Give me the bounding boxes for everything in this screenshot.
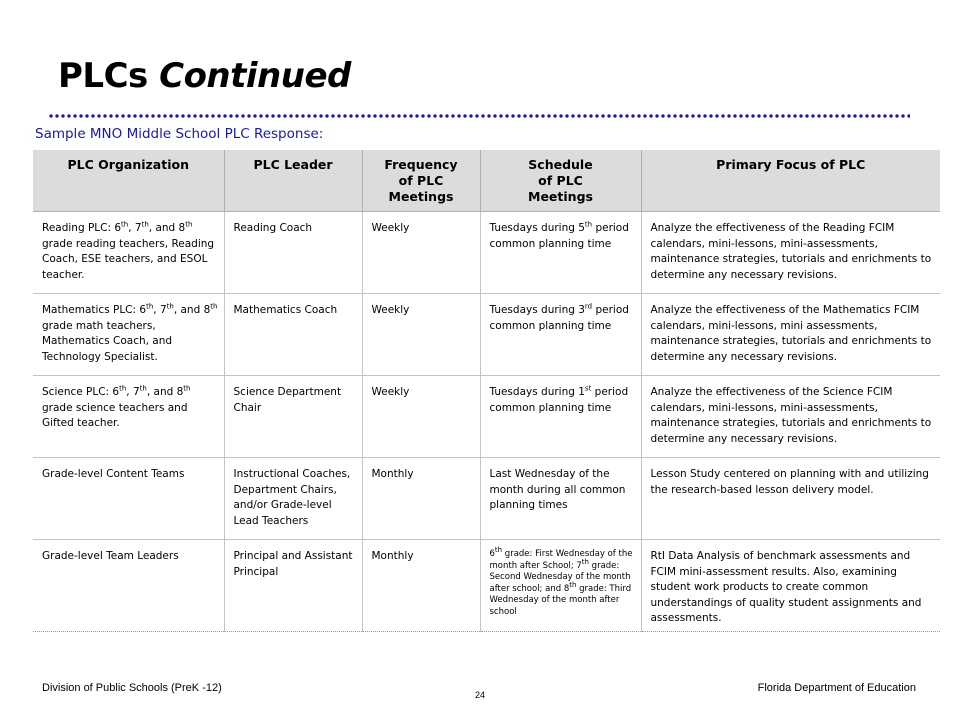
header-frequency-text: Frequency of PLC Meetings	[384, 157, 458, 204]
cell-leader: Principal and Assistant Principal	[224, 540, 362, 632]
header-schedule-text: Schedule of PLC Meetings	[528, 157, 593, 204]
footer-department: Florida Department of Education	[757, 682, 916, 694]
cell-organization: Reading PLC: 6th, 7th, and 8th grade reading teachers, Reading Coach, ESE teachers, and ESOL teacher.	[33, 212, 224, 294]
cell-leader: Instructional Coaches, Department Chairs, and/or Grade-level Lead Teachers	[224, 458, 362, 540]
header-leader: PLC Leader	[224, 150, 362, 212]
page-number: 24	[474, 690, 485, 700]
cell-frequency: Weekly	[362, 212, 480, 294]
table-row	[33, 212, 940, 294]
cell-frequency: Weekly	[362, 294, 480, 376]
table-row	[33, 376, 940, 458]
cell-focus: Analyze the effectiveness of the Mathematics FCIM calendars, mini-lessons, mini assessments, maintenance strategies, tutorials and enrichments to determine any necessary revisions.	[641, 294, 940, 376]
cell-schedule: Tuesdays during 3rd period common planning time	[480, 294, 641, 376]
cell-schedule: Tuesdays during 5th period common planning time	[480, 212, 641, 294]
header-frequency	[362, 150, 480, 212]
table-row	[33, 294, 940, 376]
header-organization: PLC Organization	[33, 150, 224, 212]
plc-table	[33, 150, 940, 632]
table-header-row	[33, 150, 940, 212]
cell-schedule: Last Wednesday of the month during all common planning times	[480, 458, 641, 540]
cell-schedule: Tuesdays during 1st period common planning time	[480, 376, 641, 458]
header-schedule	[480, 150, 641, 212]
slide-subtitle: Sample MNO Middle School PLC Response:	[35, 126, 324, 142]
cell-schedule: 6th grade: First Wednesday of the month after School; 7th grade: Second Wednesday of the month after school; and 8th grade: Third Wednesday of the month after school	[480, 540, 641, 632]
cell-leader: Reading Coach	[224, 212, 362, 294]
cell-organization: Science PLC: 6th, 7th, and 8th grade science teachers and Gifted teacher.	[33, 376, 224, 458]
cell-frequency: Monthly	[362, 458, 480, 540]
cell-leader: Mathematics Coach	[224, 294, 362, 376]
cell-organization: Grade-level Team Leaders	[33, 540, 224, 632]
cell-frequency: Weekly	[362, 376, 480, 458]
footer-division: Division of Public Schools (PreK -12)	[42, 682, 222, 694]
cell-focus: Lesson Study centered on planning with and utilizing the research-based lesson delivery model.	[641, 458, 940, 540]
header-focus: Primary Focus of PLC	[641, 150, 940, 212]
slide-title	[58, 56, 351, 96]
cell-focus: Analyze the effectiveness of the Reading FCIM calendars, mini-lessons, mini-assessments, maintenance strategies, tutorials and enrichments to determine any necessary revisions.	[641, 212, 940, 294]
cell-leader: Science Department Chair	[224, 376, 362, 458]
cell-focus: Analyze the effectiveness of the Science FCIM calendars, mini-lessons, mini-assessments, maintenance strategies, tutorials and enrichments to determine any necessary revisions.	[641, 376, 940, 458]
cell-organization: Mathematics PLC: 6th, 7th, and 8th grade math teachers, Mathematics Coach, and Technology Specialist.	[33, 294, 224, 376]
dotted-divider	[48, 113, 910, 119]
slide-title-main: PLCs	[58, 56, 160, 96]
table-row	[33, 458, 940, 540]
cell-frequency: Monthly	[362, 540, 480, 632]
cell-organization: Grade-level Content Teams	[33, 458, 224, 540]
slide-title-italic: Continued	[159, 56, 351, 96]
cell-focus: RtI Data Analysis of benchmark assessments and FCIM mini-assessment results. Also, examining student work products to create common understandings of quality student assignments and assessments.	[641, 540, 940, 632]
table-row	[33, 540, 940, 632]
